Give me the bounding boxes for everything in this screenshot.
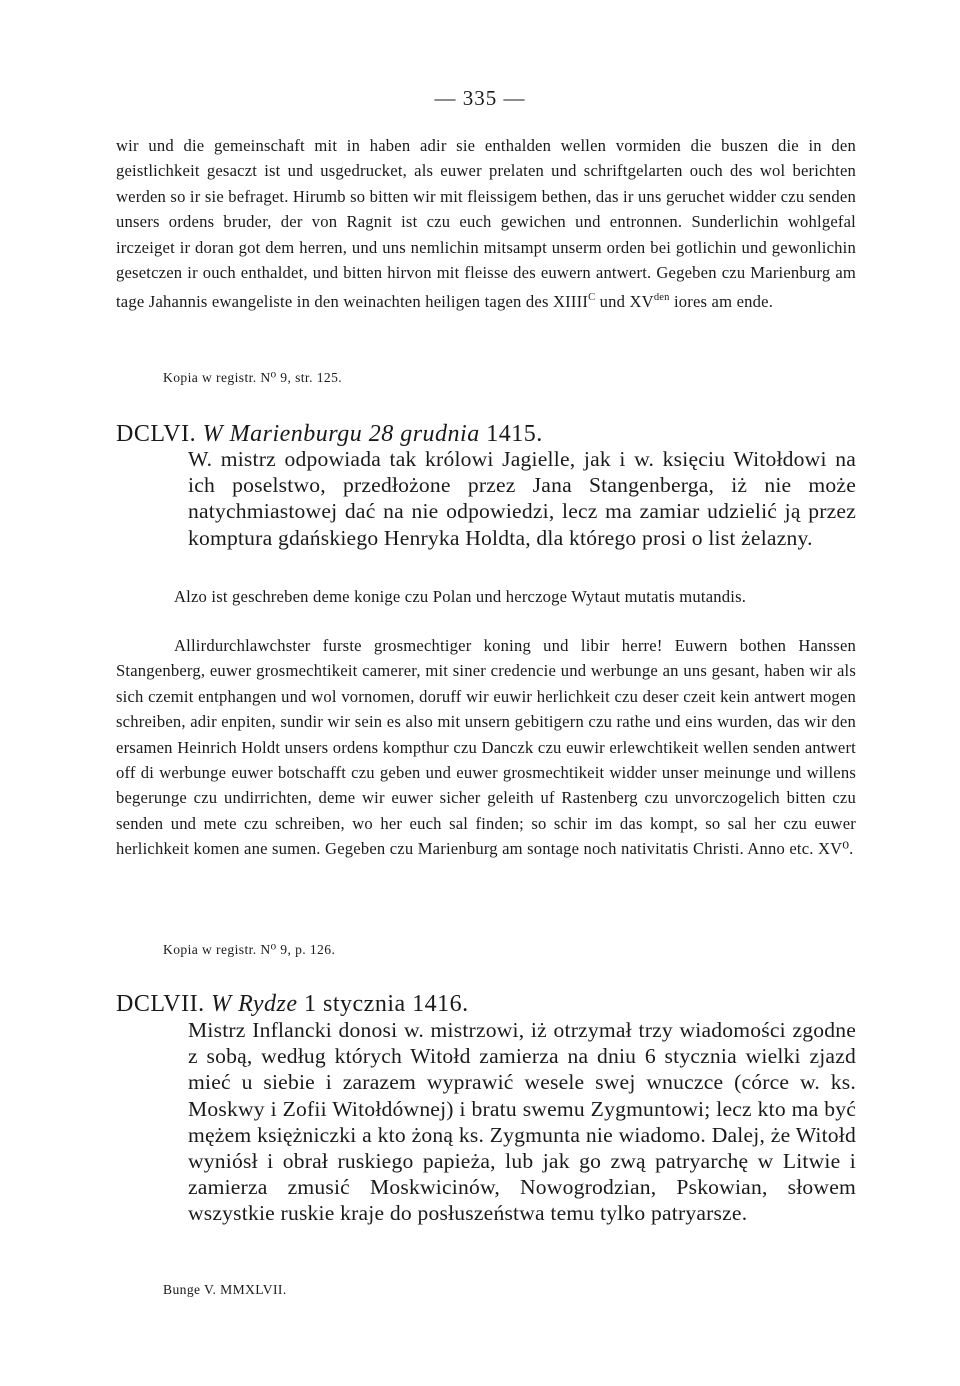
heading-year: 1415. [486,421,543,447]
source-note-1: Kopia w registr. N⁰ 9, str. 125. [163,370,343,385]
source-note-3: Bunge V. MMXLVII. [163,1282,287,1297]
source-note-2: Kopia w registr. N⁰ 9, p. 126. [163,942,336,957]
heading-place-date: W Marienburgu 28 grudnia [202,421,480,447]
letter-intro: Alzo ist geschreben deme konige czu Polan und herczoge Wytaut mutatis mutandis. [174,587,747,606]
heading-place: W Rydze [211,991,298,1017]
heading-number: DCLVI. [116,421,197,447]
letter-text-continuation: wir und die gemeinschaft mit in haben adir sie enthalden wellen vormiden die buszen die in den geistlichkeit gesaczt ist und usgedrucket, als euwer prelaten und schriftgelarten ouch des wol berichten werden so ir sie befraget. Hirumb so bitten wir mit fleissigem bethen, das ir uns geruchet widder czu senden unsers ordens bruder, der von Ragnit ist czu euch gewichen und entronnen. Sunderlichin wohlgefal irczeiget ir doran got dem herren, und uns nemlichin mitsampt unserm orden bei gotlichin und gewonlichin gesetczen ir ouch enthaldet, und bitten hirvon mit fleisse des euwern antwert. Gegeben czu Marienburg am tage Jahannis ewangeliste in den weinachten heiligen tagen des $XIIII^C$ und $XV^{den}$ iores am ende. [116,136,856,312]
regest-summary-dclvii: Mistrz Inflancki donosi w. mistrzowi, iż otrzymał trzy wiadomości zgodne z sobą, według których Witołd zamierza na dniu 6 stycznia wielki zjazd mieć u siebie i zarazem wyprawić wesele swej wnuczce (córce w. ks. Moskwy i Zofii Witołdównej) i bratu swemu Zygmuntowi; lecz kto ma być mężem księżniczki a kto żoną ks. Zygmunta nie wiadomo. Dalej, że Witołd wyniósł i obrał ruskiego papieża, lub jak go zwą patryarchę w Litwie i zamierza zmusić Moskwicinów, Nowogrodzian, Pskowian, słowem wszystkie ruskie kraje do posłuszeństwa temu tylko patryarsze. [188,1018,856,1226]
regest-summary-dclvi: W. mistrz odpowiada tak królowi Jagielle, jak i w. księciu Witołdowi na ich poselstwo, przedłożone przez Jana Stangenberga, iż nie może natychmiastowej dać na nie odpowiedzi, lecz ma zamiar udzielić ją przez komptura gdańskiego Henryka Holdta, dla którego prosi o list żelazny. [188,447,856,550]
heading-year: 1416. [412,991,469,1017]
heading-number: DCLVII. [116,991,205,1017]
page-number: — 335 — [434,86,526,110]
document-heading-dclvii [116,990,469,1018]
heading-date: 1 stycznia [304,991,406,1017]
letter-text-dclvi: Allirdurchlawchster furste grosmechtiger koning und libir herre! Euwern bothen Hanssen Stangenberg, euwer grosmechtikeit camerer, mit siner credencie und werbunge an uns gesant, haben wir als sich czemit entphangen und wol vornomen, doruff wir euwir herlichkeit czu deser czeit kein antwert mogen schreiben, adir enpiten, sundir wir sein es also mit unsern gebitigern czu rathe und eins wurden, das wir den ersamen Heinrich Holdt unsers ordens kompthur czu Danczk czu euwir erlewchtikeit wellen senden antwert off di werbunge euwer botschafft czu geben und euwer grosmechtikeit widder unser meinunge und willens begerunge czu undirrichten, deme wir euwer sicher geleith uf Rastenberg czu unvorczogelich bitten czu senden und mete czu schreiben, wo her euch sal finden; so schir im das kompt, so sal her czu euwer herlichkeit komen ane sumen. Gegeben czu Marienburg am sontage noch nativitatis Christi. Anno etc. XV⁰. [116,636,856,859]
document-heading-dclvi [116,420,543,448]
